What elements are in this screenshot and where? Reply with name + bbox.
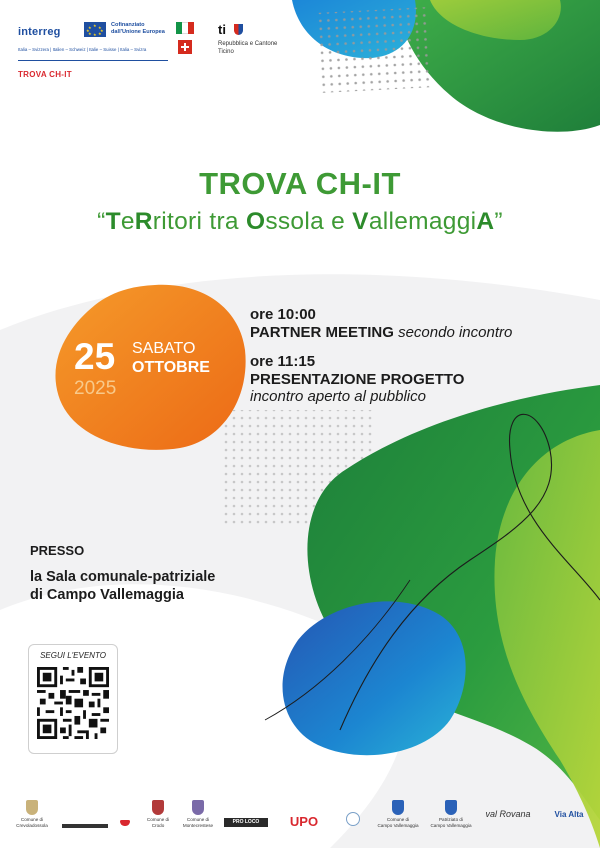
schedule-time-2: ore 11:15 [250,353,316,370]
subtitle-part: R [134,208,153,235]
poster-title: TROVA CH-IT [199,166,401,201]
subtitle-part: A [476,208,495,235]
logo-label: Comune di Campo Vallemaggia [377,817,419,828]
subtitle-close-quote: ” [494,208,503,235]
logo-pro-loco [224,800,268,829]
upo-wordmark: UPO [289,814,319,829]
venue-label: PRESSO [30,543,85,558]
ticino-label: Repubblica e Cantone Ticino [218,41,278,55]
logo-upo [284,800,324,830]
schedule-detail-2 [250,388,426,405]
logo-crodo [144,800,172,828]
logo-label: Comune di Montecrestese [182,817,214,828]
qr-label: SEGUI L'EVENTO [40,651,106,660]
qr-code-icon[interactable] [37,667,109,739]
schedule-title-2: PRESENTAZIONE PROGETTO [250,371,465,388]
subtitle-part: ritori tra [152,208,246,235]
pro-loco-badge: PRO LOCO [224,818,268,827]
ticino-shield-icon [234,24,243,35]
subtitle-part: O [245,208,266,235]
eu-flag-icon: ★ ★ ★ ★ ★ ★ ★ ★ [84,22,106,37]
event-weekday: SABATO [132,340,196,357]
venue-line-1: la Sala comunale-patriziale [30,569,216,585]
partner-logos [0,800,600,848]
logo-via-alta [544,800,594,820]
qr-card[interactable] [28,644,118,754]
logo-bar [62,800,108,830]
venue-name [30,568,215,604]
event-month: OTTOBRE [132,359,210,376]
swiss-flag-icon [178,40,192,54]
schedule-time-1: ore 10:00 [250,306,316,323]
program-countries: Italia – Svizzera | Italien – Schweiz | Italie – Suisse | Italia – Svizra [18,47,147,52]
logo-comune-campo [374,800,422,828]
via-alta-wordmark: Via Alta [554,810,584,819]
crest-icon [392,800,404,815]
interreg-logo: interreg [18,26,61,38]
cofinanced-label: Cofinanziato dall'Unione Europea [111,22,165,35]
crest-icon [445,800,457,815]
logo-label: Comune di Crodo [146,817,170,828]
logo-circle [338,800,368,828]
crest-icon [26,800,38,815]
ticino-logo: ti [218,22,226,37]
circle-logo-icon [346,812,360,826]
schedule-item-1 [250,324,512,341]
logo-patriziato-campo [426,800,476,828]
val-rovana-wordmark: val Rovana [485,809,531,819]
crest-icon [192,800,204,815]
italy-flag-icon [176,22,194,34]
logo-crevoladossola [12,800,52,828]
subtitle-open-quote: “ [97,208,106,235]
logo-label: Patriziato di Campo Vallemaggia [430,817,472,828]
logo-small [112,800,138,828]
subtitle-part: V [352,208,369,235]
crest-icon [152,800,164,815]
logo-val-rovana [478,800,538,820]
logo-bar-graphic [62,824,108,828]
event-year: 2025 [74,378,117,399]
header-divider [18,60,168,61]
event-day: 25 [74,336,116,377]
project-tag: TROVA CH-IT [18,70,72,79]
schedule-detail-2-text: incontro aperto al pubblico [250,388,426,405]
logo-label: Comune di Crevoladossola [16,817,48,828]
subtitle-part: allemaggi [368,208,477,235]
logo-montecrestese [178,800,218,828]
subtitle-part: T [105,208,121,235]
subtitle-part: ssola e [265,208,353,235]
schedule-detail-1: secondo incontro [398,324,513,341]
poster-subtitle [0,208,600,236]
venue-line-2: di Campo Vallemaggia [30,587,184,603]
subtitle-part: e [120,208,135,235]
small-logo-icon [120,820,130,826]
schedule-title-1: PARTNER MEETING [250,324,394,341]
